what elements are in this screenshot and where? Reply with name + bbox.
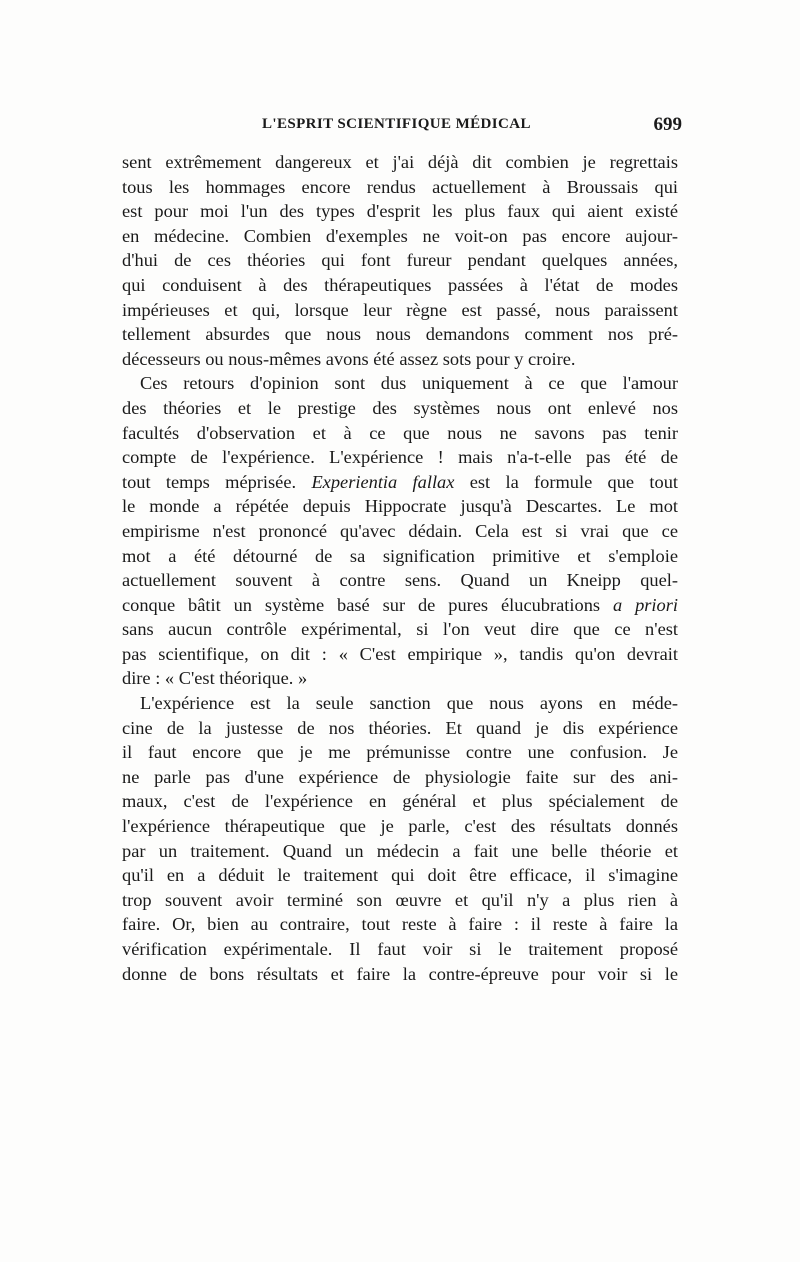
text-line: d'hui de ces théories qui font fureur pendant quelques années, (122, 250, 678, 271)
paragraph-start-line: L'expérience est la seule sanction que nous ayons en méde- (140, 693, 678, 714)
text-line: qui conduisent à des thérapeutiques passées à l'état de modes (122, 274, 678, 295)
text-line: sans aucun contrôle expérimental, si l'on veut dire que ce n'est (122, 619, 678, 640)
text-line: empirisme n'est prononcé qu'avec dédain. Cela est si vrai que ce (122, 520, 678, 541)
text-fragment: conque bâtit un système basé sur de pures élucubrations (122, 594, 601, 615)
text-line: qu'il en a déduit le traitement qui doit être efficace, il s'imagine (122, 865, 678, 886)
text-fragment: tout temps méprisée. (122, 471, 297, 492)
text-line: sent extrêmement dangereux et j'ai déjà dit combien je regrettais (122, 152, 678, 172)
body-text (122, 150, 678, 986)
text-line: tous les hommages encore rendus actuellement à Broussais qui (122, 176, 678, 197)
running-title: L'ESPRIT SCIENTIFIQUE MÉDICAL (262, 116, 531, 132)
text-line (122, 470, 678, 495)
text-line: maux, c'est de l'expérience en général et plus spécialement de (122, 791, 678, 812)
text-line: par un traitement. Quand un médecin a fait une belle théorie et (122, 840, 678, 861)
text-line: compte de l'expérience. L'expérience ! mais n'a-t-elle pas été de (122, 447, 678, 468)
text-fragment: est la formule que tout (469, 471, 679, 492)
paragraph-start-line: Ces retours d'opinion sont dus uniquement à ce que l'amour (140, 373, 678, 394)
text-line: ne parle pas d'une expérience de physiologie faite sur des ani- (122, 766, 678, 787)
text-line: pas scientifique, on dit : « C'est empirique », tandis qu'on devrait (122, 643, 678, 664)
text-line: cine de la justesse de nos théories. Et quand je dis expérience (122, 717, 678, 738)
text-line: en médecine. Combien d'exemples ne voit-on pas encore aujour- (122, 225, 678, 246)
text-line: impérieuses et qui, lorsque leur règne est passé, nous paraissent (122, 299, 678, 320)
running-header (122, 114, 682, 140)
text-line: actuellement souvent à contre sens. Quand un Kneipp quel- (122, 570, 678, 591)
text-line (122, 593, 678, 618)
text-line: donne de bons résultats et faire la contre-épreuve pour voir si le (122, 963, 678, 984)
page-number: 699 (653, 114, 682, 135)
text-line: est pour moi l'un des types d'esprit les plus faux qui aient existé (122, 201, 678, 222)
text-line: trop souvent avoir terminé son œuvre et qu'il n'y a plus rien à (122, 889, 678, 910)
text-line: tellement absurdes que nous nous demandons comment nos pré- (122, 324, 678, 345)
text-line: dire : « C'est théorique. » (122, 668, 308, 689)
text-line: décesseurs ou nous-mêmes avons été assez sots pour y croire. (122, 348, 576, 369)
text-line: le monde a répétée depuis Hippocrate jusqu'à Descartes. Le mot (122, 496, 678, 517)
text-line: il faut encore que je me prémunisse contre une confusion. Je (122, 742, 678, 763)
italic-phrase: Experientia fallax (311, 471, 455, 492)
text-line: mot a été détourné de sa signification primitive et s'emploie (122, 545, 678, 566)
text-line: facultés d'observation et à ce que nous ne savons pas tenir (122, 422, 678, 443)
text-line: faire. Or, bien au contraire, tout reste à faire : il reste à faire la (122, 914, 678, 935)
text-line: des théories et le prestige des systèmes nous ont enlevé nos (122, 397, 678, 418)
text-line: l'expérience thérapeutique que je parle, c'est des résultats donnés (122, 816, 678, 837)
italic-phrase: a priori (612, 594, 678, 615)
text-line: vérification expérimentale. Il faut voir si le traitement proposé (122, 939, 678, 959)
